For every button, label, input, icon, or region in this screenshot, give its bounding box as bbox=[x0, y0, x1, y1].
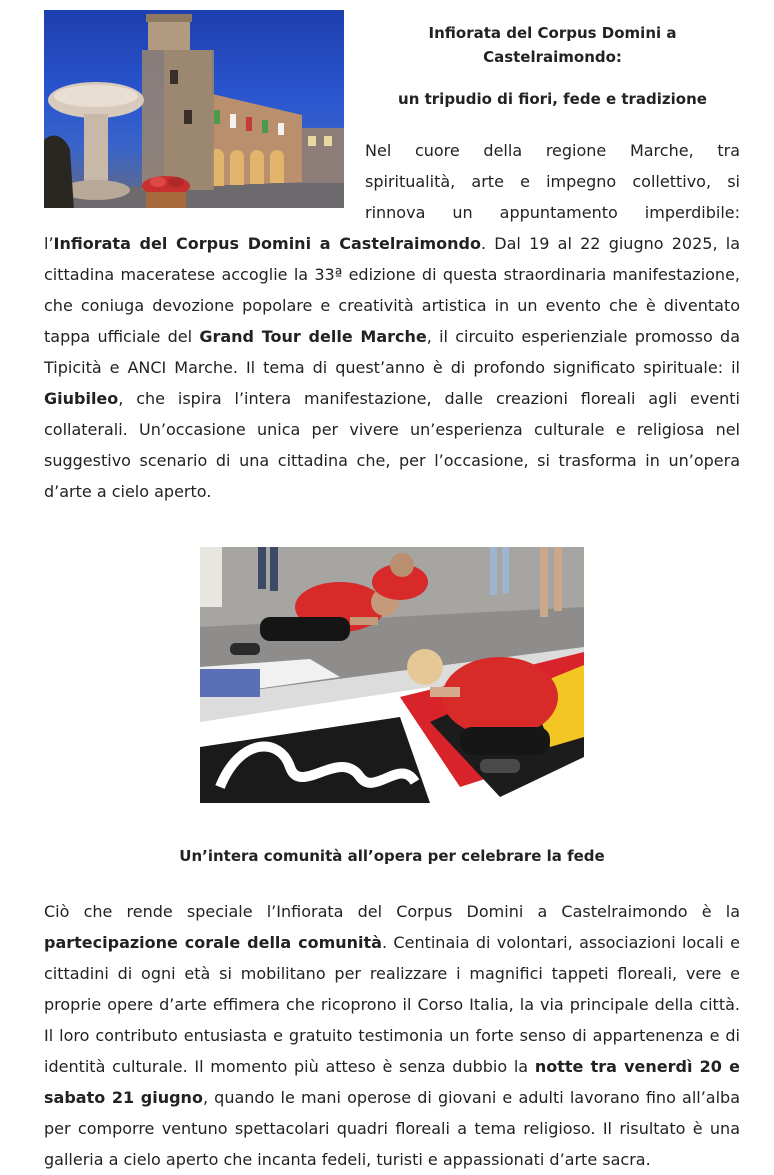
volunteers-flower-carpet-photo bbox=[200, 547, 584, 803]
community-text-3: , quando le mani operose di giovani e adulti lavorano fino all’alba per comporre ventuno spettacolari quadri floreali a tema religioso. Il risultato è una galleria a cielo aperto che incanta fedeli, turisti e appassionati d’arte sacra. bbox=[44, 1088, 741, 1169]
intro-bold-giubileo: Giubileo bbox=[44, 389, 119, 408]
section-heading: Un’intera comunità all’opera per celebrare la fede bbox=[179, 847, 605, 865]
community-paragraph bbox=[44, 896, 740, 1175]
article-title-line-2: un tripudio di fiori, fede e tradizione bbox=[398, 90, 707, 108]
intro-text-2: . Dal 19 al 22 giugno 2025, la cittadina maceratese accoglie la 33ª edizione di questa straordinaria manifestazione, che coniuga devozione popolare e creatività artistica in un evento che è diventato tappa ufficiale del bbox=[44, 234, 741, 346]
community-bold-notte: notte tra venerdì 20 e sabato 21 giugno bbox=[44, 1057, 740, 1107]
intro-bold-grand-tour: Grand Tour delle Marche bbox=[199, 327, 427, 346]
community-bold-partecipazione: partecipazione corale della comunità bbox=[44, 933, 382, 952]
intro-text-3: , il circuito esperienziale promosso da Tipicità e ANCI Marche. Il tema di quest’anno è di profondo significato spirituale: il bbox=[44, 327, 740, 377]
castle-tower-photo bbox=[44, 10, 344, 208]
community-text-2: . Centinaia di volontari, associazioni locali e cittadini di ogni età si mobilitano per realizzare i magnifici tappeti floreali, vere e proprie opere d’arte effimera che ricoprono il Corso Italia, la via principale della città. Il loro contributo entusiasta e gratuito testimonia un forte senso di appartenenza e di identità culturale. Il momento più atteso è senza dubbio la bbox=[44, 933, 740, 1076]
article bbox=[44, 10, 740, 1175]
intro-text-1: Nel cuore della regione Marche, tra spiritualità, arte e impegno collettivo, si rinnova un appuntamento imperdibile: l’ bbox=[44, 141, 740, 253]
intro-bold-infiorata: Infiorata del Corpus Domini a Castelraimondo bbox=[53, 234, 481, 253]
intro-text-4: , che ispira l’intera manifestazione, dalle creazioni floreali agli eventi collaterali. Un’occasione unica per vivere un’esperienza culturale e religiosa nel suggestivo scenario di una cittadina che, per l’occasione, si trasforma in un’opera d’arte a cielo aperto. bbox=[44, 389, 740, 501]
community-text-1: Ciò che rende speciale l’Infiorata del Corpus Domini a Castelraimondo è la bbox=[44, 902, 740, 921]
article-title-line-1: Infiorata del Corpus Domini a Castelraimondo: bbox=[428, 24, 677, 66]
